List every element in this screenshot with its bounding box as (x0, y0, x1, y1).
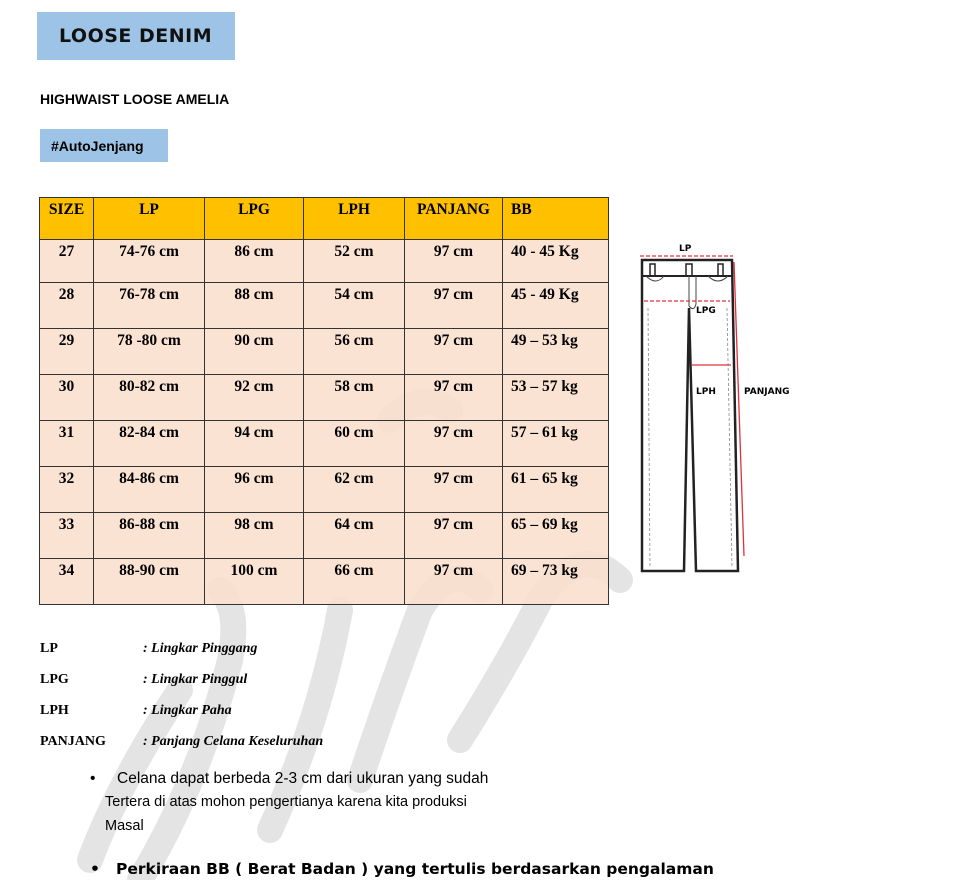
table-cell: 54 cm (304, 283, 405, 329)
diagram-label-lph: LPH (696, 387, 716, 397)
table-cell: 78 -80 cm (94, 329, 205, 375)
table-cell: 100 cm (205, 559, 304, 605)
note-text: Celana dapat berbeda 2-3 cm dari ukuran yang sudah (117, 770, 489, 787)
table-cell: 94 cm (205, 421, 304, 467)
header-panjang: PANJANG (405, 198, 503, 240)
table-row (40, 513, 609, 559)
table-header-row (40, 198, 609, 240)
diagram-label-lp: LP (679, 244, 692, 254)
table-cell: 31 (40, 421, 94, 467)
table-cell: 40 - 45 Kg (503, 240, 609, 283)
hashtag-banner (40, 129, 168, 162)
table-cell: 74-76 cm (94, 240, 205, 283)
table-cell: 76-78 cm (94, 283, 205, 329)
legend-desc: : Lingkar Pinggul (143, 672, 248, 687)
table-cell: 97 cm (405, 467, 503, 513)
table-cell: 33 (40, 513, 94, 559)
table-cell: 96 cm (205, 467, 304, 513)
header-lp: LP (94, 198, 205, 240)
table-cell: 92 cm (205, 375, 304, 421)
header-size: SIZE (40, 198, 94, 240)
legend-abbr: PANJANG (40, 734, 106, 749)
legend-desc: : Lingkar Paha (143, 703, 232, 718)
table-cell: 57 – 61 kg (503, 421, 609, 467)
table-row (40, 421, 609, 467)
table-cell: 66 cm (304, 559, 405, 605)
table-row (40, 283, 609, 329)
page-title: LOOSE DENIM (59, 25, 213, 47)
table-cell: 97 cm (405, 283, 503, 329)
header-lph: LPH (304, 198, 405, 240)
table-row (40, 467, 609, 513)
table-cell: 86 cm (205, 240, 304, 283)
table-cell: 64 cm (304, 513, 405, 559)
table-row (40, 240, 609, 283)
table-cell: 28 (40, 283, 94, 329)
legend-abbr: LPG (40, 672, 69, 687)
table-row (40, 559, 609, 605)
table-cell: 58 cm (304, 375, 405, 421)
table-cell: 82-84 cm (94, 421, 205, 467)
table-cell: 32 (40, 467, 94, 513)
table-cell: 65 – 69 kg (503, 513, 609, 559)
table-cell: 88-90 cm (94, 559, 205, 605)
table-cell: 60 cm (304, 421, 405, 467)
header-bb: BB (503, 198, 609, 240)
table-row (40, 375, 609, 421)
table-cell: 69 – 73 kg (503, 559, 609, 605)
table-cell: 86-88 cm (94, 513, 205, 559)
bullet-icon: • (90, 770, 96, 787)
table-cell: 98 cm (205, 513, 304, 559)
table-cell: 97 cm (405, 375, 503, 421)
note-text: Perkiraan BB ( Berat Badan ) yang tertulis berdasarkan pengalaman (116, 860, 714, 878)
table-cell: 97 cm (405, 240, 503, 283)
table-cell: 97 cm (405, 421, 503, 467)
legend-abbr: LPH (40, 703, 69, 718)
note-text: Masal (105, 818, 144, 834)
table-row (40, 329, 609, 375)
diagram-label-panjang: PANJANG (744, 387, 790, 397)
table-cell: 97 cm (405, 559, 503, 605)
table-cell: 80-82 cm (94, 375, 205, 421)
table-cell: 29 (40, 329, 94, 375)
table-cell: 97 cm (405, 513, 503, 559)
legend-abbr: LP (40, 641, 58, 656)
hashtag: #AutoJenjang (51, 137, 144, 154)
note-text: Tertera di atas mohon pengertianya karena kita produksi (105, 794, 467, 810)
product-name: HIGHWAIST LOOSE AMELIA (40, 91, 230, 107)
table-cell: 45 - 49 Kg (503, 283, 609, 329)
table-cell: 56 cm (304, 329, 405, 375)
table-cell: 53 – 57 kg (503, 375, 609, 421)
table-cell: 49 – 53 kg (503, 329, 609, 375)
diagram-label-lpg: LPG (696, 306, 716, 316)
table-cell: 84-86 cm (94, 467, 205, 513)
table-cell: 30 (40, 375, 94, 421)
legend-desc: : Panjang Celana Keseluruhan (143, 734, 324, 749)
size-chart-table (39, 197, 609, 605)
header-lpg: LPG (205, 198, 304, 240)
table-cell: 34 (40, 559, 94, 605)
table-cell: 61 – 65 kg (503, 467, 609, 513)
table-cell: 27 (40, 240, 94, 283)
table-cell: 88 cm (205, 283, 304, 329)
pants-measurement-diagram (630, 238, 820, 578)
bullet-icon: • (90, 860, 100, 878)
title-banner (37, 12, 235, 60)
table-cell: 52 cm (304, 240, 405, 283)
legend-desc: : Lingkar Pinggang (143, 641, 258, 656)
table-cell: 97 cm (405, 329, 503, 375)
table-cell: 90 cm (205, 329, 304, 375)
table-cell: 62 cm (304, 467, 405, 513)
